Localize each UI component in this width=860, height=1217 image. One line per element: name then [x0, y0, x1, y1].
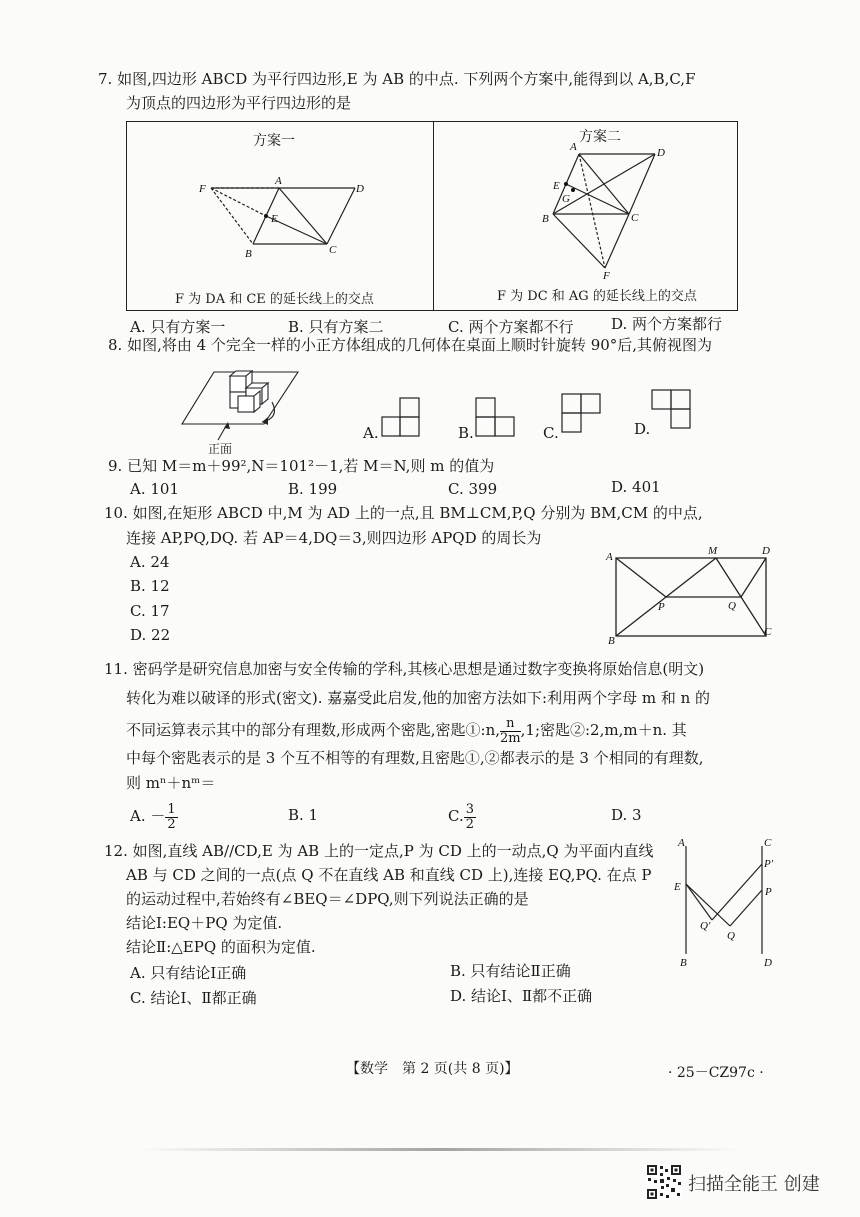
fig1-label-E: E	[271, 213, 278, 225]
q12-option-d[interactable]: D. 结论Ⅰ、Ⅱ都不正确	[450, 987, 593, 1005]
fig2-label-F: F	[603, 270, 610, 282]
scanner-watermark: 扫描全能王 创建	[688, 1174, 820, 1195]
q8-text: 8. 如图,将由 4 个完全一样的小正方体组成的几何体在桌面上顺时针旋转 90°后,其俯视图为	[108, 336, 713, 354]
q8-option-c[interactable]: C.	[543, 424, 559, 442]
q10-label-D: D	[762, 545, 770, 557]
fig2-label-B: B	[542, 213, 549, 225]
q12-line5: 结论Ⅱ:△EPQ 的面积为定值.	[126, 938, 316, 956]
q9-option-d[interactable]: D. 401	[611, 478, 661, 496]
q8-option-d[interactable]: D.	[634, 420, 651, 438]
q12-option-b[interactable]: B. 只有结论Ⅱ正确	[450, 962, 571, 980]
q10-line2: 连接 AP,PQ,DQ. 若 AP＝4,DQ＝3,则四边形 APQD 的周长为	[126, 529, 542, 547]
q9-option-b[interactable]: B. 199	[288, 480, 338, 498]
q8-option-a[interactable]: A.	[363, 424, 379, 442]
q12-label-P: P	[765, 886, 772, 898]
fig1-label-C: C	[329, 244, 337, 256]
q7-line1: 7. 如图,四边形 ABCD 为平行四边形,E 为 AB 的中点. 下列两个方案中,能得到以 A,B,C,F	[98, 70, 696, 88]
q10-option-d[interactable]: D. 22	[130, 626, 171, 644]
q12-line1: 12. 如图,直线 AB//CD,E 为 AB 上的一定点,P 为 CD 上的一动点,Q 为平面内直线	[104, 842, 654, 860]
fig1-label-A: A	[275, 175, 282, 187]
q10-label-A: A	[606, 551, 613, 563]
q12-label-B: B	[680, 957, 687, 969]
q10-label-P: P	[658, 601, 665, 613]
q10-label-C: C	[764, 626, 772, 638]
q9-option-c[interactable]: C. 399	[448, 480, 498, 498]
q12-label-Q: Q	[727, 930, 735, 942]
q12-label-D: D	[764, 957, 772, 969]
fig2-label-G: G	[562, 193, 570, 205]
q12-label-P-prime: P′	[764, 858, 774, 870]
fig2-label-E: E	[553, 180, 560, 192]
q11-line3a: 不同运算表示其中的部分有理数,形成两个密匙,密匙①:n,	[126, 721, 501, 739]
scan-edge-line	[140, 1148, 740, 1151]
q12-parallel-lines-diagram	[668, 832, 788, 972]
q8-front-label: 正面	[208, 442, 233, 456]
q11-line3b: ,1;密匙②:2,m,m＋n. 其	[520, 721, 687, 739]
q12-label-C: C	[764, 837, 772, 849]
q7-option-b[interactable]: B. 只有方案二	[288, 318, 384, 336]
q12-line4: 结论Ⅰ:EQ＋PQ 为定值.	[126, 914, 283, 932]
q7-option-c[interactable]: C. 两个方案都不行	[448, 318, 574, 336]
q10-line1: 10. 如图,在矩形 ABCD 中,M 为 AD 上的一点,且 BM⊥CM,P,Q 分别为 BM,CM 的中点,	[104, 504, 703, 522]
q11-fraction-n-over-2m: $\frac{n}{2m}$	[500, 715, 521, 746]
q8-option-a-view	[381, 396, 421, 438]
q11-line5: 则 mⁿ＋nᵐ＝	[126, 774, 216, 792]
q7-line2: 为顶点的四边形为平行四边形的是	[126, 94, 352, 112]
q10-option-b[interactable]: B. 12	[130, 577, 170, 595]
q8-option-b-view	[475, 396, 519, 438]
qr-code-icon	[646, 1164, 682, 1200]
q9-option-a[interactable]: A. 101	[130, 480, 179, 498]
fig2-label-D: D	[657, 147, 665, 159]
fig1-label-D: D	[356, 183, 364, 195]
q8-option-c-view	[561, 392, 605, 434]
q8-option-b[interactable]: B.	[458, 424, 474, 442]
q8-solid-figure	[180, 362, 310, 452]
q7-option-a[interactable]: A. 只有方案一	[130, 318, 226, 336]
q10-label-B: B	[608, 635, 615, 646]
q9-text: 9. 已知 M＝m＋99²,N＝101²－1,若 M＝N,则 m 的值为	[108, 457, 495, 475]
q10-option-c[interactable]: C. 17	[130, 602, 170, 620]
plan2-title: 方案二	[579, 129, 621, 145]
q12-label-A: A	[678, 837, 685, 849]
plan2-caption: F 为 DC 和 AG 的延长线上的交点	[497, 289, 697, 304]
q8-option-d-view	[651, 388, 695, 430]
q7-figure-box	[126, 121, 738, 311]
plan1-title: 方案一	[253, 133, 295, 149]
q7-option-d[interactable]: D. 两个方案都行	[611, 315, 723, 333]
q11-line3	[126, 714, 687, 746]
fig1-label-B: B	[245, 248, 252, 260]
q12-label-E: E	[674, 881, 681, 893]
q12-line2: AB 与 CD 之间的一点(点 Q 不在直线 AB 和直线 CD 上),连接 EQ,PQ. 在点 P	[126, 866, 652, 884]
plan1-diagram	[127, 122, 433, 282]
page-footer-code: · 25－CZ97c ·	[668, 1065, 764, 1081]
q11-line2: 转化为难以破译的形式(密文). 嘉嘉受此启发,他的加密方法如下:利用两个字母 m 和 n 的	[126, 689, 711, 707]
q12-option-a[interactable]: A. 只有结论Ⅰ正确	[130, 964, 247, 982]
q11-line1: 11. 密码学是研究信息加密与安全传输的学科,其核心思想是通过数字变换将原始信息(明文)	[104, 660, 705, 678]
q10-rectangle-diagram	[600, 542, 790, 646]
fig1-label-F: F	[199, 183, 206, 195]
q12-option-c[interactable]: C. 结论Ⅰ、Ⅱ都正确	[130, 989, 257, 1007]
q10-label-Q: Q	[728, 600, 736, 612]
fig2-label-C: C	[631, 212, 639, 224]
fig2-label-A: A	[570, 141, 577, 153]
q11-option-b[interactable]: B. 1	[288, 806, 319, 824]
q11-option-c[interactable]: C. $\frac{3}{2}$	[448, 801, 474, 832]
plan2-diagram	[433, 122, 737, 282]
q12-label-Q-prime: Q′	[700, 920, 711, 932]
q11-option-d[interactable]: D. 3	[611, 806, 642, 824]
q11-option-a[interactable]: A. － $\frac{1}{2}$	[130, 801, 176, 832]
q10-label-M: M	[708, 545, 718, 557]
q10-option-a[interactable]: A. 24	[130, 553, 170, 571]
page-footer-title: 【数学 第 2 页(共 8 页)】	[346, 1061, 519, 1077]
plan1-caption: F 为 DA 和 CE 的延长线上的交点	[175, 292, 374, 307]
q12-line3: 的运动过程中,若始终有∠BEQ＝∠DPQ,则下列说法正确的是	[126, 890, 529, 908]
q11-line4: 中每个密匙表示的是 3 个互不相等的有理数,且密匙①,②都表示的是 3 个相同的有理数,	[126, 749, 704, 767]
